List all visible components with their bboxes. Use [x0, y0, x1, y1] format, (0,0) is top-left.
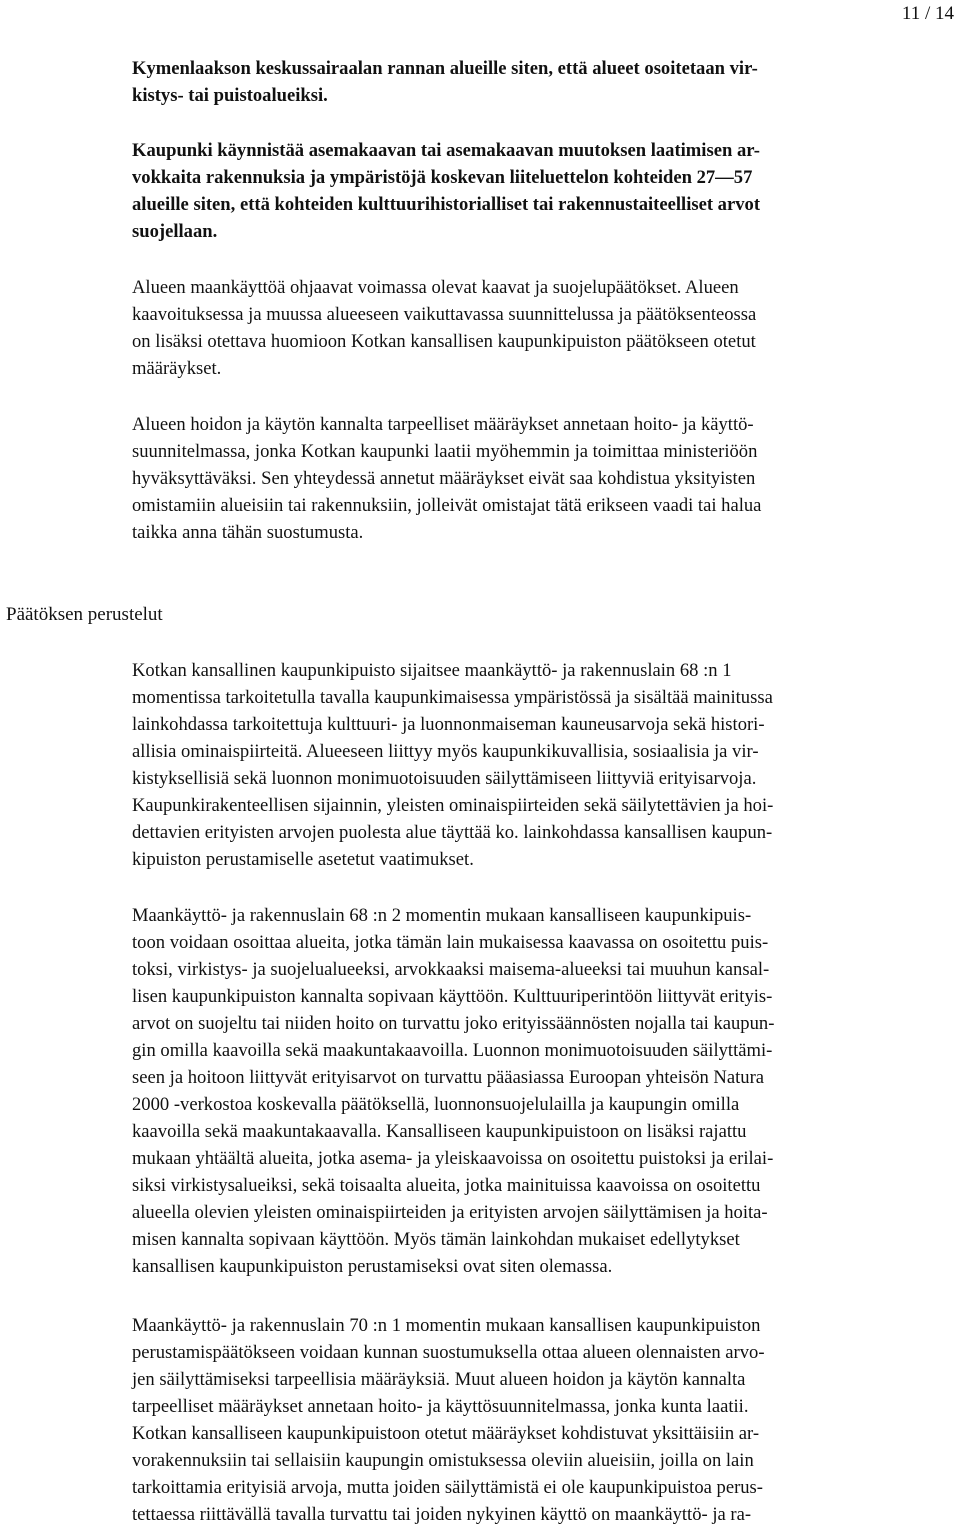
- text-line: gin omilla kaavoilla sekä maakuntakaavoilla. Luonnon monimuotoisuuden säilyttämi-: [132, 1040, 773, 1061]
- text-line: allisia ominaispiirteitä. Alueeseen liittyy myös kaupunkikuvallisia, sosiaalisia ja vir-: [132, 741, 759, 762]
- paragraph-6: [132, 902, 944, 1280]
- text-line: kaavoilla sekä maakuntakaavalla. Kansalliseen kaupunkipuistoon on lisäksi rajattu: [132, 1121, 747, 1142]
- text-line: siksi virkistysalueiksi, sekä toisaalta alueita, jotka mainituissa kaavoissa on osoitettu: [132, 1175, 761, 1196]
- page-number: 11 / 14: [901, 3, 954, 24]
- text-line: tettaessa riittävällä tavalla turvattu tai joiden nykyinen käyttö on maankäyttö- ja ra-: [132, 1504, 752, 1525]
- text-line: seen ja hoitoon liittyvät erityisarvot on turvattu pääasiassa Euroopan yhteisön Natura: [132, 1067, 765, 1088]
- text-line: Alueen hoidon ja käytön kannalta tarpeelliset määräykset annetaan hoito- ja käyttö-: [132, 414, 754, 435]
- text-line: Kaupunki käynnistää asemakaavan tai asemakaavan muutoksen laatimisen ar-: [132, 140, 760, 161]
- text-line: alueella olevien yleisten ominaispiirteiden ja erityisten arvojen säilyttämisen ja hoita-: [132, 1202, 768, 1223]
- text-line: taikka anna tähän suostumusta.: [132, 522, 364, 543]
- text-line: jen säilyttämiseksi tarpeellisia määräyksiä. Muut alueen hoidon ja käytön kannalta: [132, 1369, 746, 1390]
- text-line: alueille siten, että kohteiden kulttuurihistorialliset tai rakennustaiteelliset arvot: [132, 194, 761, 215]
- text-line: perustamispäätökseen voidaan kunnan suostumuksella ottaa alueen olennaisten arvo-: [132, 1342, 765, 1363]
- text-line: kistys- tai puistoalueiksi.: [132, 85, 328, 106]
- text-line: dettavien erityisten arvojen puolesta alue täyttää ko. lainkohdassa kansallisen kaupun-: [132, 822, 773, 843]
- text-line: lainkohdassa tarkoitettuja kulttuuri- ja luonnonmaiseman kauneusarvoja sekä histori-: [132, 714, 765, 735]
- text-line: Kotkan kansalliseen kaupunkipuistoon otetut määräykset kohdistuvat yksittäisiin ar-: [132, 1423, 760, 1444]
- text-line: Kymenlaakson keskussairaalan rannan alueille siten, että alueet osoitetaan vir-: [132, 58, 758, 79]
- text-line: määräykset.: [132, 358, 222, 379]
- text-line: kistyksellisiä sekä luonnon monimuotoisuuden säilyttämiseen liittyviä erityisarvoja.: [132, 768, 757, 789]
- paragraph-5: [132, 657, 944, 873]
- text-line: 2000 -verkostoa koskevalla päätöksellä, luonnonsuojelulailla ja kaupungin omilla: [132, 1094, 740, 1115]
- paragraph-3: [132, 274, 944, 382]
- text-line: arvot on suojeltu tai niiden hoito on turvattu joko erityissäännösten nojalla tai kaupun-: [132, 1013, 775, 1034]
- text-line: toksi, virkistys- ja suojelualueeksi, arvokkaaksi maisema-alueeksi tai muuhun kansal-: [132, 959, 770, 980]
- section-heading: Päätöksen perustelut: [6, 604, 163, 625]
- paragraph-2: [132, 137, 944, 245]
- text-line: Kotkan kansallinen kaupunkipuisto sijaitsee maankäyttö- ja rakennuslain 68 :n 1: [132, 660, 732, 681]
- text-line: suojellaan.: [132, 221, 218, 242]
- text-line: hyväksyttäväksi. Sen yhteydessä annetut määräykset eivät saa kohdistua yksityisten: [132, 468, 756, 489]
- text-line: vokkaita rakennuksia ja ympäristöjä koskevan liiteluettelon kohteiden 27—57: [132, 167, 753, 188]
- paragraph-4: [132, 411, 944, 546]
- paragraph-7: [132, 1312, 944, 1528]
- text-line: tarkoittamia erityisiä arvoja, mutta joiden säilyttämistä ei ole kaupunkipuistoa perus-: [132, 1477, 763, 1498]
- text-line: vorakennuksiin tai sellaisiin kaupungin omistuksessa oleviin alueisiin, joilla on lain: [132, 1450, 754, 1471]
- text-line: tarpeelliset määräykset annetaan hoito- ja käyttösuunnitelmassa, jonka kunta laatii.: [132, 1396, 749, 1417]
- paragraph-1: [132, 55, 944, 109]
- text-line: on lisäksi otettava huomioon Kotkan kansallisen kaupunkipuiston päätökseen otetut: [132, 331, 756, 352]
- text-line: kipuiston perustamiselle asetetut vaatimukset.: [132, 849, 474, 870]
- text-line: Maankäyttö- ja rakennuslain 68 :n 2 momentin mukaan kansalliseen kaupunkipuis-: [132, 905, 752, 926]
- text-line: kaavoituksessa ja muussa alueeseen vaikuttavassa suunnittelussa ja päätöksenteossa: [132, 304, 757, 325]
- text-line: misen kannalta sopivaan käyttöön. Myös tämän lainkohdan mukaiset edellytykset: [132, 1229, 740, 1250]
- text-line: Kaupunkirakenteellisen sijainnin, yleisten ominaispiirteiden sekä säilytettävien ja hoi-: [132, 795, 774, 816]
- text-line: omistamiin alueisiin tai rakennuksiin, jolleivät omistajat tätä erikseen vaadi tai halua: [132, 495, 762, 516]
- text-line: toon voidaan osoittaa alueita, jotka tämän lain mukaisessa kaavassa on osoitettu puis-: [132, 932, 769, 953]
- text-line: momentissa tarkoitetulla tavalla kaupunkimaisessa ympäristössä ja sisältää mainitussa: [132, 687, 773, 708]
- text-line: Maankäyttö- ja rakennuslain 70 :n 1 momentin mukaan kansallisen kaupunkipuiston: [132, 1315, 761, 1336]
- text-line: suunnitelmassa, jonka Kotkan kaupunki laatii myöhemmin ja toimittaa ministeriöön: [132, 441, 758, 462]
- text-line: kansallisen kaupunkipuiston perustamiseksi ovat siten olemassa.: [132, 1256, 613, 1277]
- text-line: Alueen maankäyttöä ohjaavat voimassa olevat kaavat ja suojelupäätökset. Alueen: [132, 277, 739, 298]
- text-line: mukaan yhtäältä alueita, jotka asema- ja yleiskaavoissa on osoitettu puistoksi ja erilai-: [132, 1148, 774, 1169]
- text-line: lisen kaupunkipuiston kannalta sopivaan käyttöön. Kulttuuriperintöön liittyvät erityis-: [132, 986, 773, 1007]
